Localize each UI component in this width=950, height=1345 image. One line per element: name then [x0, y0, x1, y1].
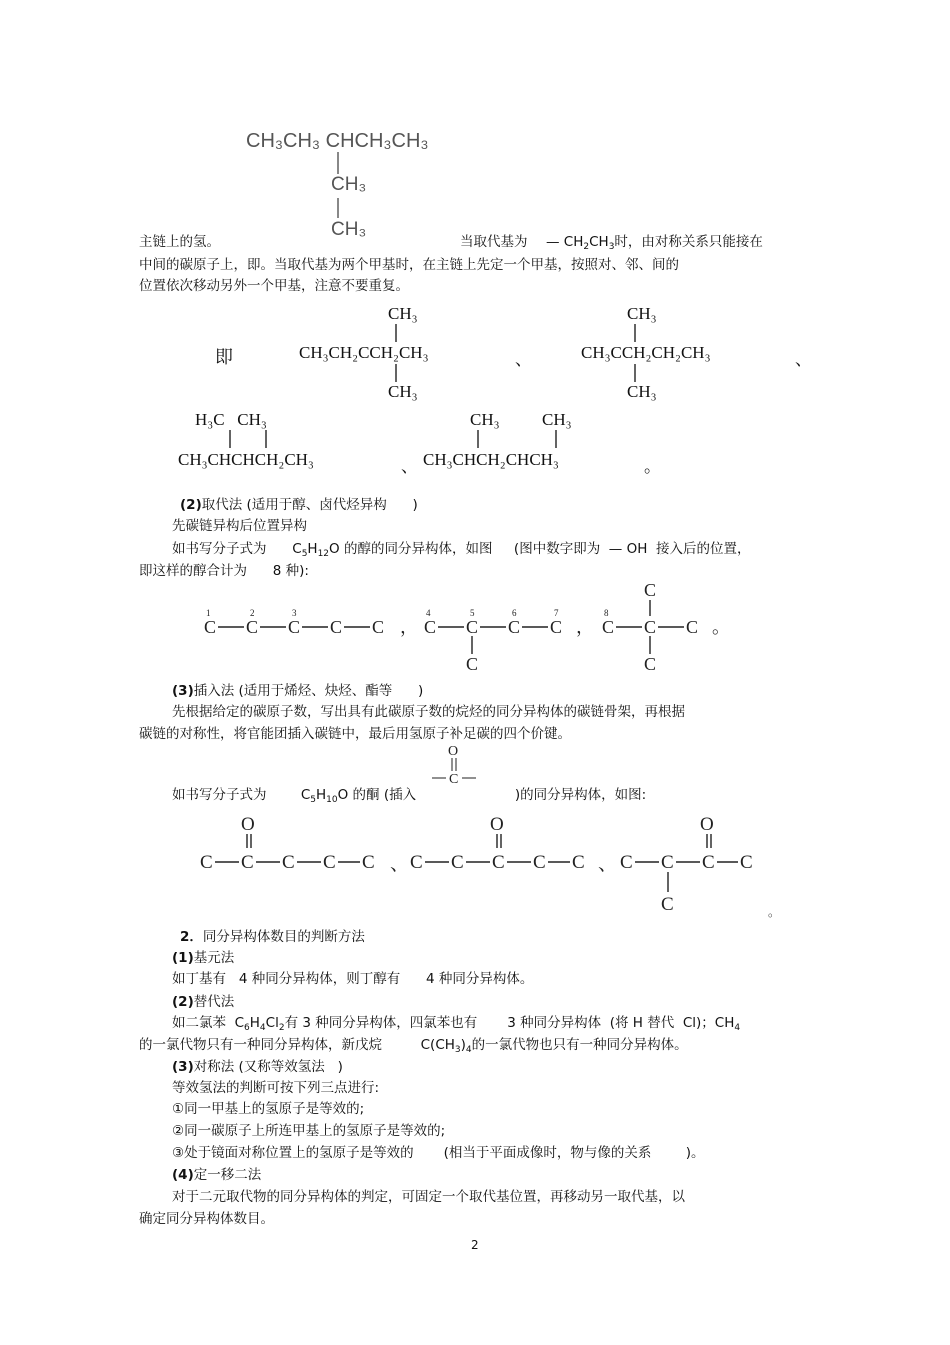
chain-c: C	[372, 617, 385, 637]
top-structure-branch1: CH₃	[331, 174, 367, 195]
sec2-heading: (2)取代法 (适用于醇、卤代烃异构 )	[180, 497, 418, 513]
m2-heading: (2)替代法	[172, 994, 235, 1010]
chain-c: C	[644, 617, 657, 637]
chain-o: O	[241, 814, 255, 835]
chain-c: C	[282, 852, 295, 873]
chain-c: C	[572, 852, 585, 873]
struct1-bottom: CH₃	[388, 382, 418, 401]
chain-c: C	[550, 617, 563, 637]
chain-c: C	[410, 852, 423, 873]
carbonyl-o: O	[448, 744, 459, 759]
m2-text1: 如二氯苯 $C_6H_4Cl_2$有 3 种同分异构体，四氯苯也有 3 种同分异构体 (将 H 替代 Cl)；$CH_4$	[172, 1015, 741, 1033]
chain-c: C	[330, 617, 343, 637]
separator: 、	[515, 350, 532, 369]
struct1-main: CH₃CH₂CCH₂CH₃	[299, 343, 429, 362]
para1-line1a: 主链上的氢。	[139, 234, 220, 250]
m1-heading: (1)基元法	[172, 950, 235, 966]
ketone-chains-diagram	[200, 808, 780, 918]
chain-end: 。	[712, 617, 730, 637]
sec3-line1: 先根据给定的碳原子数，写出具有此碳原子数的烷烃的同分异构体的碳链骨架，再根据	[172, 704, 685, 720]
m3-text2: ②同一碳原子上所连甲基上的氢原子是等效的;	[172, 1123, 446, 1139]
chain-c: C	[702, 852, 715, 873]
end-period: 。	[768, 905, 781, 919]
end-period: 。	[644, 457, 661, 476]
chain-comma: ，	[400, 617, 418, 637]
para1-line3: 位置依次移动另外一个甲基，注意不要重复。	[139, 278, 409, 294]
chain-c: C	[661, 894, 674, 915]
struct2-top: CH₃	[627, 304, 657, 323]
struct3-top: H₃C CH₃	[195, 410, 267, 429]
chain-c: C	[508, 617, 521, 637]
m1-text: 如丁基有 4 种同分异构体，则丁醇有 4 种同分异构体。	[172, 971, 534, 987]
separator: 、	[598, 854, 618, 875]
struct4-main: CH₃CHCH₂CHCH₃	[423, 450, 559, 469]
chain-c: C	[288, 617, 301, 637]
position-number: 6	[512, 608, 517, 618]
chain-c: C	[740, 852, 753, 873]
chain-c: C	[200, 852, 213, 873]
part2-title: 2．同分异构体数目的判断方法	[180, 929, 365, 945]
ji-label: 即	[215, 347, 233, 367]
position-number: 4	[426, 608, 431, 618]
sec3-heading: (3)插入法 (适用于烯烃、炔烃、酯等 )	[172, 683, 424, 699]
separator: 、	[795, 350, 812, 369]
sec3-line3: 如书写分子式为 $C_5H_{10}O$ 的酮 (插入 )的同分异构体，如图:	[172, 787, 647, 805]
separator: 、	[390, 854, 410, 875]
m3-text3: ③处于镜面对称位置上的氢原子是等效的 (相当于平面成像时，物与像的关系 )。	[172, 1145, 705, 1161]
chain-c: C	[686, 617, 699, 637]
chain-c: C	[241, 852, 254, 873]
m4-text1: 对于二元取代物的同分异构体的判定，可固定一个取代基位置，再移动另一取代基，以	[172, 1189, 685, 1205]
chain-c: C	[661, 852, 674, 873]
chain-c: C	[602, 617, 615, 637]
para1-line2: 中间的碳原子上，即。当取代基为两个甲基时，在主链上先定一个甲基，按照对、邻、间的	[139, 257, 679, 273]
chain-c: C	[466, 654, 479, 674]
separator: 、	[401, 457, 418, 476]
sec3-line2: 碳链的对称性，将官能团插入碳链中，最后用氢原子补足碳的四个价键。	[139, 726, 571, 742]
chain-c: C	[533, 852, 546, 873]
position-number: 1	[206, 608, 211, 618]
sec2-line2: 如书写分子式为 $C_5H_{12}O$ 的醇的同分异构体，如图 (图中数字即为 — OH 接入后的位置，	[172, 541, 751, 559]
para1-line1-formula: — $CH_2CH_3$时，由对称关系只能接在	[546, 234, 763, 252]
sec2-line3: 即这样的醇合计为 8 种):	[139, 563, 309, 579]
chain-c: C	[644, 654, 657, 674]
chain-c: C	[644, 580, 657, 600]
chain-c: C	[492, 852, 505, 873]
sec2-line1: 先碳链异构后位置异构	[172, 518, 307, 534]
struct4-top: CH₃ CH₃	[470, 410, 572, 429]
page-number: 2	[471, 1238, 479, 1252]
carbonyl-c: C	[449, 772, 459, 787]
m3-text1: ①同一甲基上的氢原子是等效的;	[172, 1101, 365, 1117]
para1-line1b: 当取代基为	[460, 234, 528, 250]
m3-heading: (3)对称法 (又称等效氢法 )	[172, 1059, 343, 1075]
position-number: 8	[604, 608, 609, 618]
chain-c: C	[424, 617, 437, 637]
position-number: 2	[250, 608, 255, 618]
m3-text0: 等效氢法的判断可按下列三点进行:	[172, 1080, 380, 1096]
struct2-bottom: CH₃	[627, 382, 657, 401]
carbonyl-group	[428, 742, 488, 787]
position-number: 7	[554, 608, 559, 618]
struct2-main: CH₃CCH₂CH₂CH₃	[581, 343, 711, 362]
top-structure-branch2: CH₃	[331, 219, 367, 240]
position-number: 5	[470, 608, 475, 618]
chain-o: O	[490, 814, 504, 835]
top-structure-main: CH₃CH₃ CHCH₃CH₃	[246, 130, 429, 152]
chain-o: O	[700, 814, 714, 835]
chain-c: C	[204, 617, 217, 637]
struct1-top: CH₃	[388, 304, 418, 323]
chain-c: C	[466, 617, 479, 637]
chain-c: C	[362, 852, 375, 873]
position-number: 3	[292, 608, 297, 618]
alcohol-chains-diagram	[200, 578, 760, 678]
chain-c: C	[451, 852, 464, 873]
chain-comma: ，	[576, 617, 594, 637]
struct3-main: CH₃CHCHCH₂CH₃	[178, 450, 314, 469]
m4-text2: 确定同分异构体数目。	[139, 1211, 274, 1227]
m2-text2: 的一氯代物只有一种同分异构体，新戊烷 $C(CH_3)_4$的一氯代物也只有一种同分异构体。	[139, 1037, 688, 1055]
chain-c: C	[323, 852, 336, 873]
m4-heading: (4)定一移二法	[172, 1167, 262, 1183]
chain-c: C	[246, 617, 259, 637]
chain-c: C	[620, 852, 633, 873]
